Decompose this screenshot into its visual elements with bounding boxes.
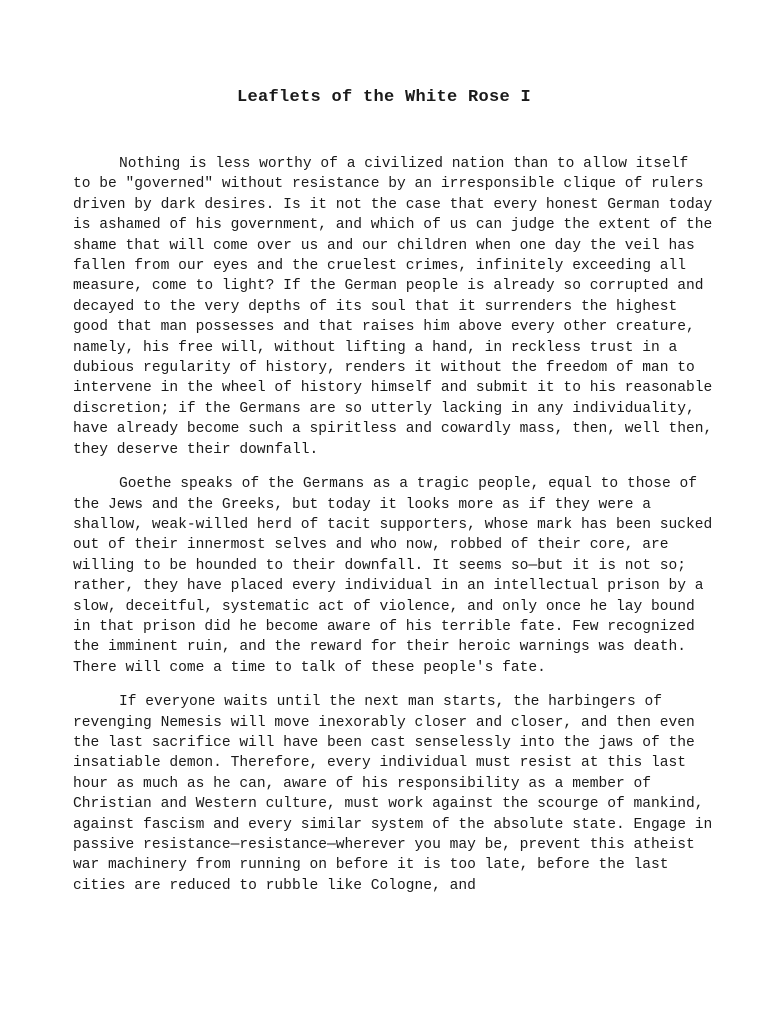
paragraph-2: Goethe speaks of the Germans as a tragic people, equal to those of the Jews and the Greeks, but today it looks more as if they were a shallow, weak-willed herd of tacit supporters, whose mark has been sucked out of their innermost selves and who now, robbed of their core, are willing to be hounded to their downfall. It seems so—but it is not so; rather, they have placed every individual in an intellectual prison by a slow, deceitful, systematic act of violence, and only once he lay bound in that prison did he become aware of his terrible fate. Few recognized the imminent ruin, and the reward for their heroic warnings was death. There will come a time to talk of these people's fate. [73, 476, 713, 676]
paragraph-3: If everyone waits until the next man starts, the harbingers of revenging Nemesis will move inexorably closer and closer, and then even the last sacrifice will have been cast senselessly into the jaws of the insatiable demon. Therefore, every individual must resist at this last hour as much as he can, aware of his responsibility as a member of Christian and Western culture, must work against the scourge of mankind, against fascism and every similar system of the absolute state. Engage in passive resistance—resistance—wherever you may be, prevent this atheist war machinery from running on before it is too late, before the last cities are reduced to rubble like Cologne, and [73, 694, 713, 894]
paragraph-1: Nothing is less worthy of a civilized nation than to allow itself to be "governed" without resistance by an irresponsible clique of rulers driven by dark desires. Is it not the case that every honest German today is ashamed of his government, and which of us can judge the extent of the shame that will come over us and our children when one day the veil has fallen from our eyes and the cruelest crimes, infinitely exceeding all measure, come to light? If the German people is already so corrupted and decayed to the very depths of its soul that it surrenders the highest good that man possesses and that raises him above every other creature, namely, his free will, without lifting a hand, in reckless trust in a dubious regularity of history, renders it without the freedom of man to intervene in the wheel of history himself and submit it to his reasonable discretion; if the Germans are so utterly lacking in any individuality, have already become such a spiritless and cowardly mass, then, well then, they deserve their downfall. [73, 156, 713, 458]
document-title: Leaflets of the White Rose I [236, 88, 532, 107]
document-body [73, 154, 713, 910]
